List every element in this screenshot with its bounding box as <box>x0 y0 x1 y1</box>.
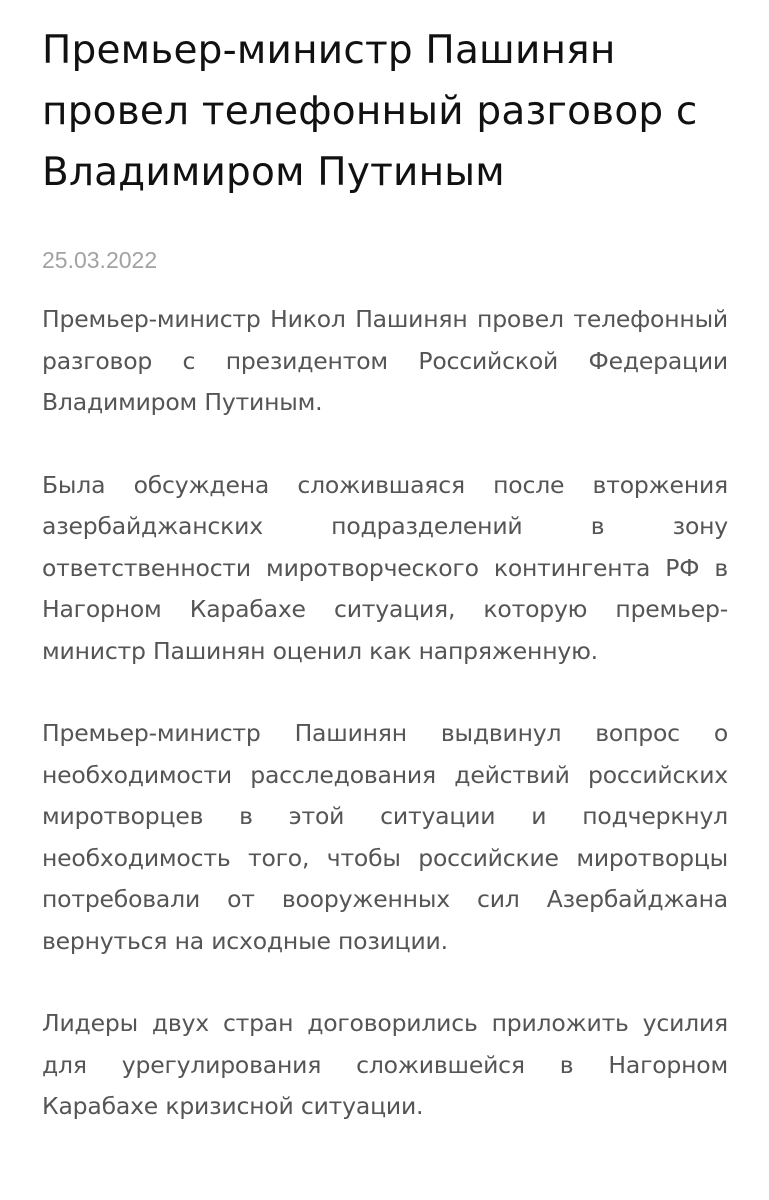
news-article <box>42 20 728 1169</box>
article-paragraph: Лидеры двух стран договорились приложить усилия для урегулирования сложившейся в Нагорном Карабахе кризисной ситуации. <box>42 1009 728 1120</box>
article-date: 25.03.2022 <box>42 247 158 273</box>
article-paragraph: Была обсуждена сложившаяся после вторжения азербайджанских подразделений в зону ответственности миротворческого контингента РФ в Нагорном Карабахе ситуация, которую премьер-министр Пашинян оценил как напряженную. <box>42 470 728 665</box>
article-body <box>42 299 728 1128</box>
article-paragraph: Премьер-министр Никол Пашинян провел телефонный разговор с президентом Российской Федерации Владимиром Путиным. <box>42 305 728 416</box>
article-title: Премьер-министр Пашинян провел телефонный разговор с Владимиром Путиным <box>42 28 698 195</box>
article-paragraph: Премьер-министр Пашинян выдвинул вопрос о необходимости расследования действий российских миротворцев в этой ситуации и подчеркнул необходимость того, чтобы российские миротворцы потребовали от вооруженных сил Азербайджана вернуться на исходные позиции. <box>42 719 728 955</box>
